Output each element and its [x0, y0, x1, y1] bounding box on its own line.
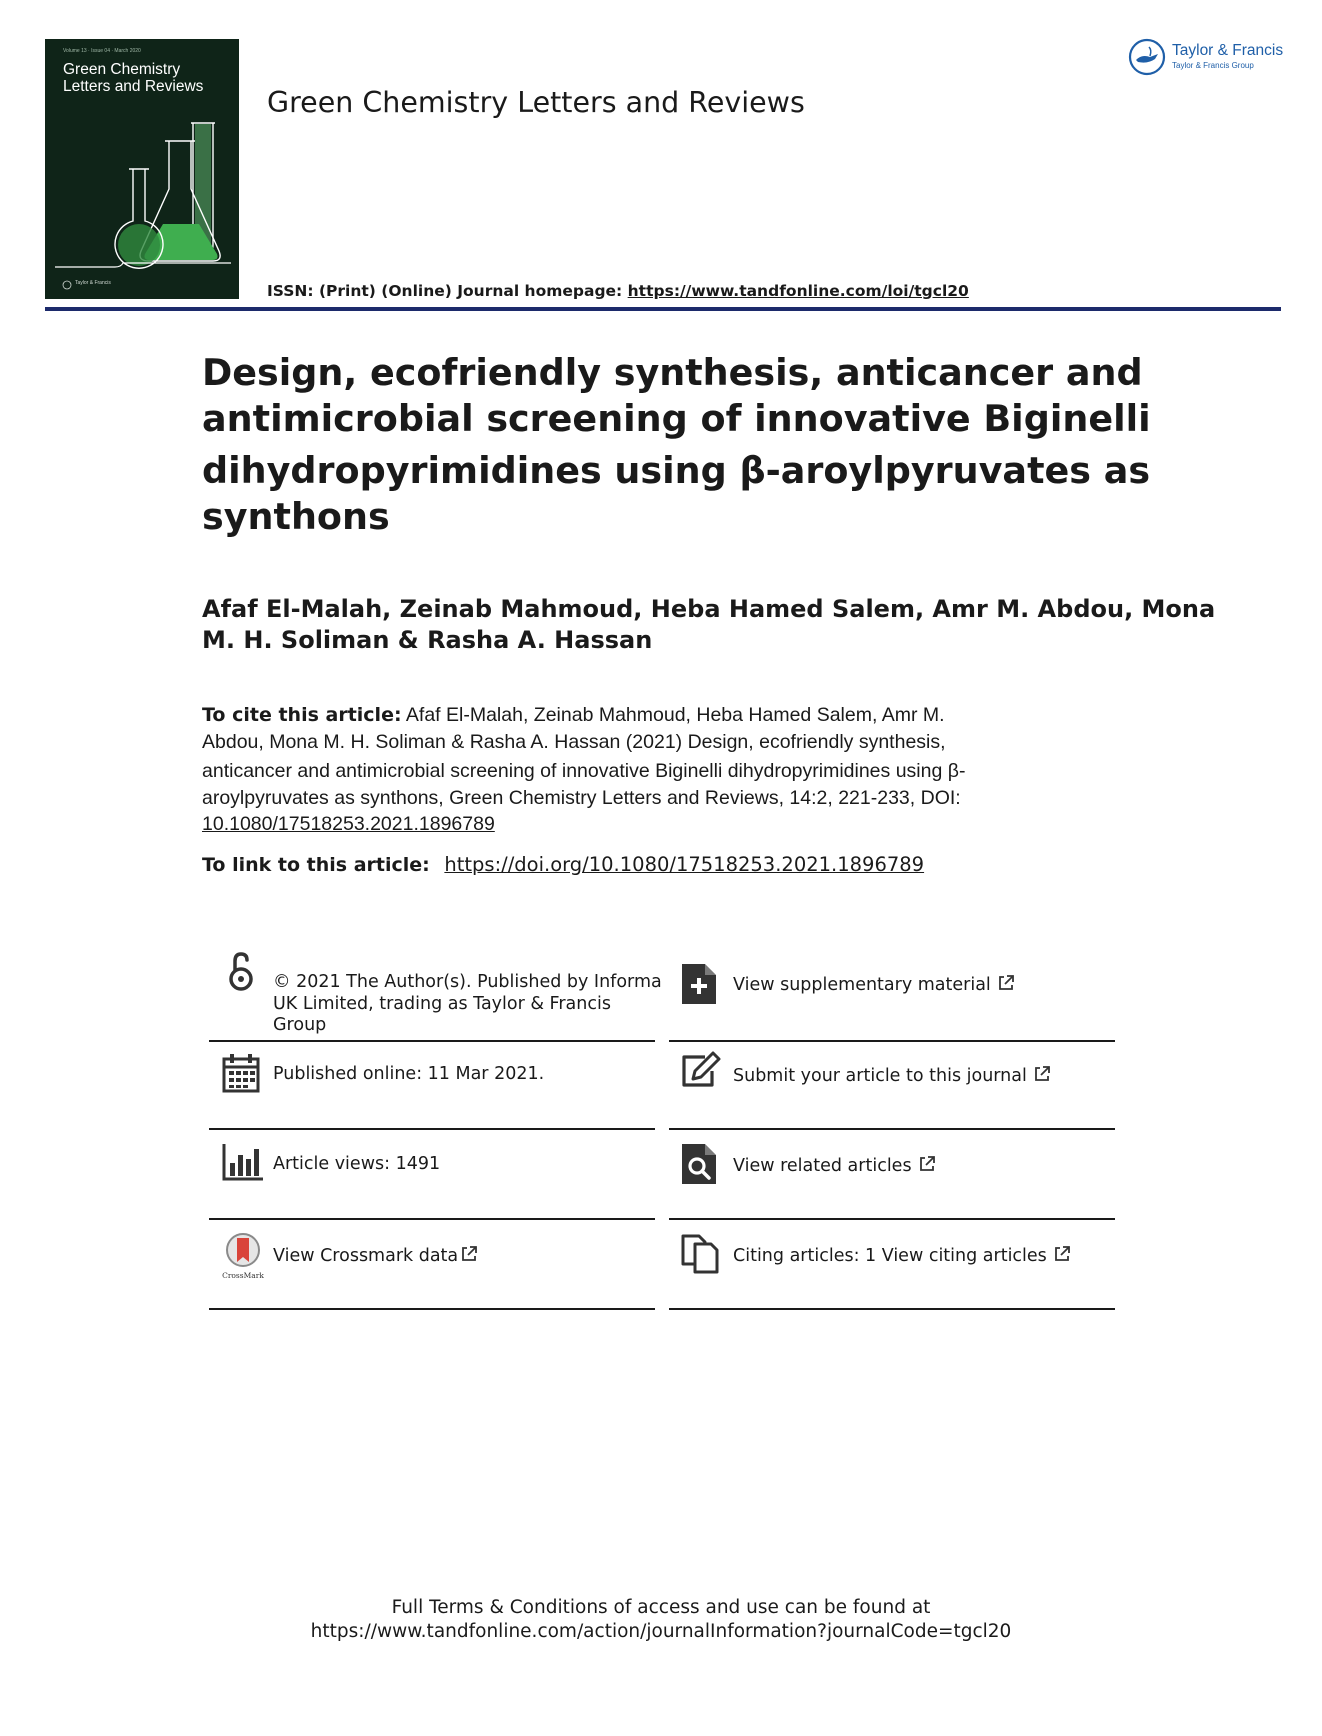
- logo-name: Taylor & Francis: [1172, 42, 1284, 59]
- journal-cover: [45, 39, 239, 299]
- author-line: Afaf El-Malah, Zeinab Mahmoud, Heba Hamed Salem, Amr M. Abdou, Mona: [202, 595, 1216, 623]
- edit-icon: [679, 1051, 723, 1091]
- supplementary-label: View supplementary material: [733, 975, 991, 995]
- citation-line: [202, 811, 1102, 838]
- external-link-icon: [1053, 1245, 1071, 1263]
- taylor-francis-lamp-icon: [1128, 38, 1166, 76]
- article-title-line: synthons: [202, 495, 390, 538]
- citing-cell[interactable]: [669, 1220, 1115, 1310]
- cover-title-line: Letters and Reviews: [63, 78, 204, 95]
- article-link-block: [202, 853, 924, 876]
- copy-documents-icon: [679, 1230, 723, 1274]
- related-label: View related articles: [733, 1156, 912, 1176]
- cover-issue-info: Volume 13 · Issue 04 · March 2020: [63, 48, 141, 54]
- link-label: To link to this article:: [202, 854, 437, 876]
- external-link-icon: [997, 974, 1015, 992]
- divider: [209, 1308, 655, 1310]
- footer-url[interactable]: https://www.tandfonline.com/action/journalInformation?journalCode=tgcl20: [310, 1621, 1012, 1642]
- views-cell: [209, 1130, 655, 1220]
- header-rule: [45, 307, 1281, 311]
- journal-homepage-link[interactable]: https://www.tandfonline.com/loi/tgcl20: [627, 282, 969, 300]
- crossmark-label: View Crossmark data: [273, 1246, 459, 1266]
- external-link-icon: [918, 1155, 936, 1173]
- open-access-line: UK Limited, trading as Taylor & Francis: [273, 993, 611, 1014]
- crossmark-logo-text: CrossMark: [222, 1271, 264, 1280]
- article-title-line: dihydropyrimidines using β-aroylpyruvates as: [202, 449, 1151, 492]
- submit-link[interactable]: [733, 1065, 1118, 1088]
- taylor-francis-logo[interactable]: [1128, 38, 1288, 78]
- cover-publisher: Taylor & Francis: [75, 280, 111, 286]
- open-access-line: Group: [273, 1015, 327, 1035]
- cite-label: To cite this article:: [202, 704, 402, 726]
- article-doi-link[interactable]: https://doi.org/10.1080/17518253.2021.1896789: [444, 853, 925, 876]
- submit-label: Submit your article to this journal: [733, 1066, 1027, 1086]
- open-access-text: [273, 972, 662, 1037]
- supplementary-link[interactable]: [733, 974, 1118, 997]
- citation-line: [202, 702, 1102, 729]
- related-link[interactable]: [733, 1155, 1118, 1178]
- open-access-icon: [221, 950, 261, 994]
- add-document-icon: [679, 962, 719, 1006]
- open-access-cell: [209, 950, 662, 1040]
- crossmark-link[interactable]: [273, 1245, 658, 1268]
- article-title-line: Design, ecofriendly synthesis, anticancer and: [202, 351, 1143, 394]
- citation-text: Afaf El-Malah, Zeinab Mahmoud, Heba Hamed Salem, Amr M.: [401, 704, 945, 726]
- citation-line: aroylpyruvates as synthons, Green Chemistry Letters and Reviews, 14:2, 221-233, DOI:: [202, 786, 961, 809]
- citation-doi-link[interactable]: 10.1080/17518253.2021.1896789: [202, 813, 495, 835]
- logo-group: Taylor & Francis Group: [1172, 61, 1254, 70]
- citing-link[interactable]: [733, 1245, 1118, 1268]
- article-views: Article views: 1491: [273, 1154, 441, 1174]
- external-link-icon: [1033, 1065, 1051, 1083]
- crossmark-cell[interactable]: [209, 1220, 655, 1310]
- author-line: M. H. Soliman & Rasha A. Hassan: [202, 626, 653, 654]
- open-access-line: © 2021 The Author(s). Published by Informa: [273, 972, 662, 992]
- submit-cell[interactable]: [669, 1040, 1115, 1130]
- document-search-icon: [679, 1142, 719, 1186]
- external-link-icon: [460, 1245, 478, 1263]
- article-title: [202, 350, 1151, 540]
- published-cell: [209, 1040, 655, 1130]
- bar-chart-icon: [221, 1141, 265, 1185]
- issn-text: ISSN: (Print) (Online) Journal homepage:: [267, 282, 628, 300]
- calendar-icon: [221, 1052, 261, 1096]
- article-title-line: antimicrobial screening of innovative Biginelli: [202, 397, 1151, 440]
- journal-title: Green Chemistry Letters and Reviews: [267, 86, 805, 119]
- citing-label: Citing articles: 1 View citing articles: [733, 1246, 1047, 1266]
- citation-line: anticancer and antimicrobial screening of innovative Biginelli dihydropyrimidines using β-: [202, 760, 966, 782]
- cover-title-line: Green Chemistry: [63, 61, 181, 78]
- published-date: Published online: 11 Mar 2021.: [273, 1064, 545, 1084]
- supplementary-cell[interactable]: [669, 950, 1115, 1040]
- footer-line: Full Terms & Conditions of access and use can be found at: [391, 1597, 931, 1618]
- citation-block: [202, 702, 1102, 838]
- author-list: [202, 594, 1216, 656]
- divider: [669, 1308, 1115, 1310]
- cover-title: [63, 61, 239, 95]
- citation-line: Abdou, Mona M. H. Soliman & Rasha A. Hassan (2021) Design, ecofriendly synthesis,: [202, 730, 946, 753]
- related-cell[interactable]: [669, 1130, 1115, 1220]
- issn-line: [267, 282, 969, 300]
- crossmark-icon: [221, 1232, 265, 1282]
- footer: [0, 1596, 1322, 1644]
